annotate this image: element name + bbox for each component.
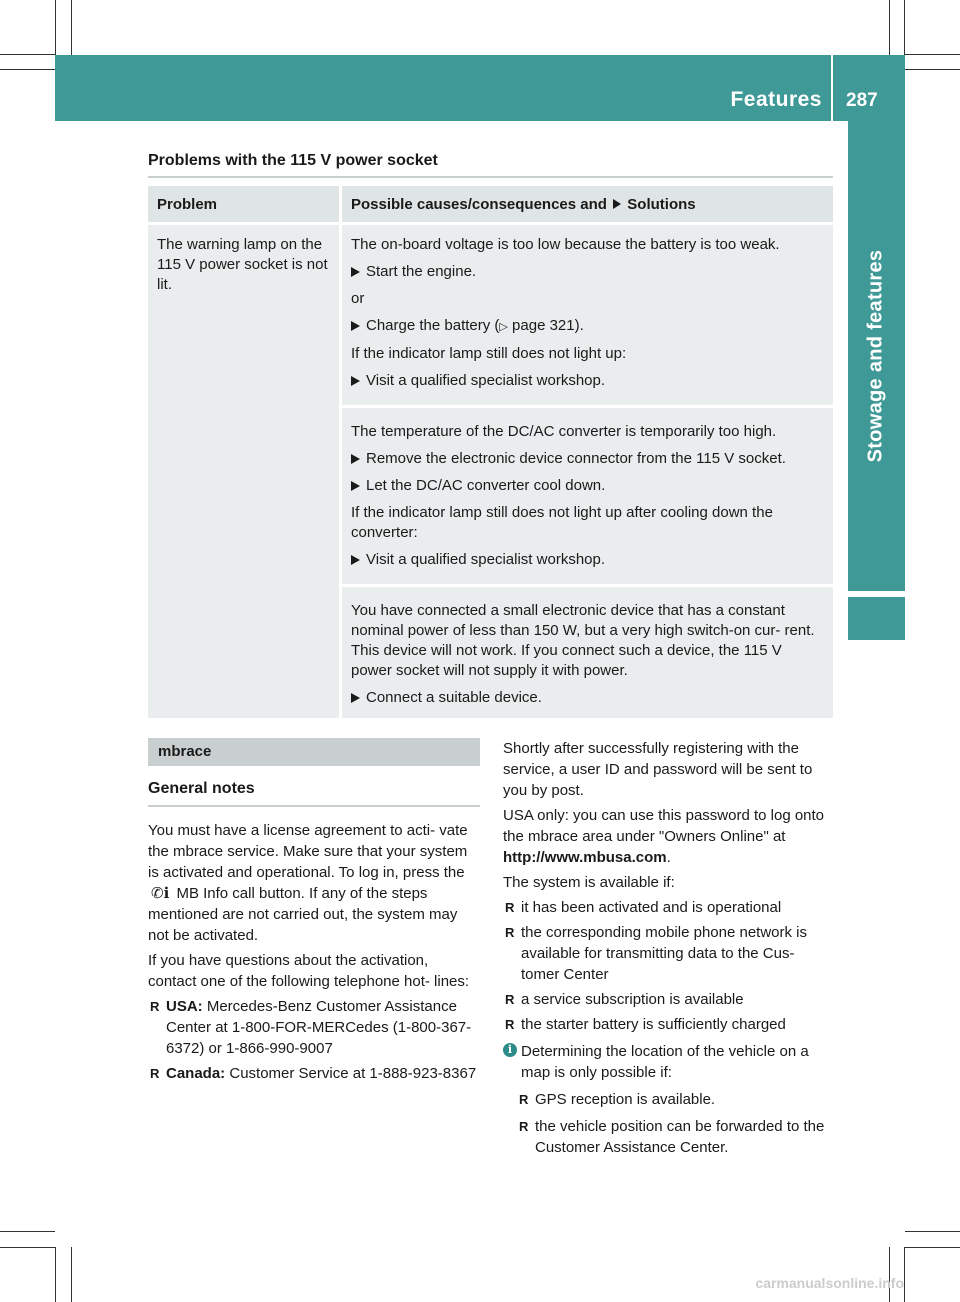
info-icon: i: [503, 1043, 517, 1057]
step-text: Visit a qualified specialist workshop.: [366, 372, 606, 389]
crop-mark: [55, 0, 56, 55]
column-header-solutions-text: Possible causes/consequences and: [351, 196, 607, 213]
crop-mark: [0, 1231, 55, 1232]
list-item: [517, 1116, 835, 1158]
bullet-label: USA:: [166, 998, 203, 1015]
paragraph-text: You must have a license agreement to acti- vate the mbrace service. Make sure that your system is activated and operational. To log in, press the: [148, 822, 468, 881]
condition-text: If the indicator lamp still does not light up:: [351, 345, 627, 362]
arrow-icon: [351, 481, 360, 491]
bullet-icon: R: [519, 1092, 529, 1107]
step: [351, 688, 825, 708]
paragraph-text: USA only: you can use this password to log onto the mbrace area under "Owners Online" at: [503, 807, 825, 845]
step-text: Visit a qualified specialist workshop.: [366, 551, 606, 568]
crop-mark: [71, 0, 72, 55]
bullet-text: the starter battery is sufficiently charged: [521, 1016, 786, 1033]
solutions-cell: [342, 225, 833, 718]
condition-text: If the indicator lamp still does not light up after cooling down the converter:: [351, 504, 773, 541]
step: [351, 316, 825, 337]
paragraph-text: MB Info call button. If any of the steps mentioned are not carried out, the system may not be activated.: [148, 885, 458, 944]
info-note: [503, 1041, 835, 1083]
list-item: [503, 989, 835, 1010]
website-link[interactable]: http://www.mbusa.com: [503, 849, 667, 866]
step-text: Let the DC/AC converter cool down.: [366, 477, 606, 494]
left-column: [148, 738, 480, 1088]
list-item: [503, 922, 835, 985]
side-tab-label: Stowage and features: [864, 249, 887, 463]
crop-mark: [71, 1247, 72, 1302]
arrow-icon: [351, 693, 360, 703]
bullet-icon: R: [505, 1017, 515, 1032]
bullet-icon: R: [150, 999, 160, 1014]
paragraph: [503, 805, 835, 868]
list-item: [503, 1014, 835, 1035]
paragraph: [148, 820, 480, 946]
bullet-icon: R: [150, 1066, 160, 1081]
step-text: Connect a suitable device.: [366, 689, 542, 706]
bullet-label: Canada:: [166, 1065, 226, 1082]
paragraph: Shortly after successfully registering with the service, a user ID and password will be sent to you by post.: [503, 740, 813, 799]
bullet-text: a service subscription is available: [521, 991, 744, 1008]
bullet-text: the vehicle position can be forwarded to the Customer Assistance Center.: [535, 1118, 825, 1156]
list-item: [148, 996, 480, 1059]
arrow-icon: [351, 555, 360, 565]
paragraph: The system is available if:: [503, 874, 675, 891]
solution-block: [342, 584, 833, 708]
arrow-icon: [613, 199, 621, 209]
crop-mark: [904, 1247, 905, 1302]
crop-mark: [905, 1247, 960, 1248]
paragraph-text: .: [666, 849, 671, 866]
step-text: page 321).: [507, 317, 584, 334]
page-number: 287: [846, 90, 878, 111]
step: [351, 550, 825, 570]
bullet-icon: R: [505, 992, 515, 1007]
crop-mark: [905, 1231, 960, 1232]
paragraph: If you have questions about the activation, contact one of the following telephone hot- lines:: [148, 952, 470, 990]
cause-text: The on-board voltage is too low because the battery is too weak.: [351, 236, 780, 253]
step: [351, 449, 825, 469]
arrow-icon: [351, 321, 360, 331]
page-ref-icon: ▷: [499, 321, 508, 333]
list-item: [148, 1063, 480, 1084]
step: [351, 371, 825, 391]
bullet-icon: R: [505, 925, 515, 940]
crop-mark: [904, 0, 905, 55]
cause-text: The temperature of the DC/AC converter is temporarily too high.: [351, 423, 777, 440]
column-header-solutions: [342, 186, 833, 225]
step-text: Remove the electronic device connector from the 115 V socket.: [366, 450, 786, 467]
crop-mark: [55, 1247, 56, 1302]
side-marker: [848, 597, 905, 640]
header-title: Features: [730, 88, 822, 111]
step: [351, 476, 825, 496]
section-rule: [148, 176, 833, 178]
solution-block: [342, 405, 833, 584]
problem-table: [148, 186, 833, 718]
phone-info-icon: ✆ℹ: [151, 885, 170, 902]
bullet-text: the corresponding mobile phone network is available for transmitting data to the Cus- tomer Center: [521, 924, 808, 983]
list-item: [517, 1089, 835, 1110]
crop-mark: [0, 54, 55, 55]
column-header-solutions-suffix: Solutions: [627, 196, 696, 213]
right-column: [503, 738, 835, 1162]
watermark: carmanualsonline.info: [755, 1275, 904, 1291]
solution-block: [351, 235, 825, 405]
bullet-text: Mercedes-Benz Customer Assistance Center at 1-800-FOR-MERCedes (1-800-367-6372) or 1-866-990-9007: [166, 998, 472, 1057]
arrow-icon: [351, 376, 360, 386]
arrow-icon: [351, 267, 360, 277]
crop-mark: [905, 54, 960, 55]
cause-text: You have connected a small electronic device that has a constant nominal power of less than 150 W, but a very high switch-on cur- rent. This device will not work. If you connect such a device, the 115 V power socket will not supply it with power.: [351, 602, 815, 679]
list-item: [503, 897, 835, 918]
crop-mark: [0, 1247, 55, 1248]
general-notes-heading: General notes: [148, 778, 480, 807]
crop-mark: [0, 69, 55, 70]
mbrace-heading: mbrace: [148, 738, 480, 766]
crop-mark: [905, 69, 960, 70]
bullet-text: Customer Service at 1-888-923-8367: [229, 1065, 477, 1082]
info-text: Determining the location of the vehicle on a map is only possible if:: [521, 1043, 809, 1081]
bullet-text: it has been activated and is operational: [521, 899, 782, 916]
section-title: Problems with the 115 V power socket: [148, 152, 438, 169]
crop-mark: [889, 0, 890, 55]
step-text: Start the engine.: [366, 263, 477, 280]
column-header-problem: Problem: [148, 186, 342, 225]
bullet-icon: R: [519, 1119, 529, 1134]
header-divider: [831, 55, 833, 121]
or-text: or: [351, 290, 365, 307]
arrow-icon: [351, 454, 360, 464]
bullet-text: GPS reception is available.: [535, 1091, 716, 1108]
step: [351, 262, 825, 282]
bullet-icon: R: [505, 900, 515, 915]
problem-cell: The warning lamp on the 115 V power socket is not lit.: [148, 225, 342, 718]
step-text: Charge the battery (: [366, 317, 500, 334]
